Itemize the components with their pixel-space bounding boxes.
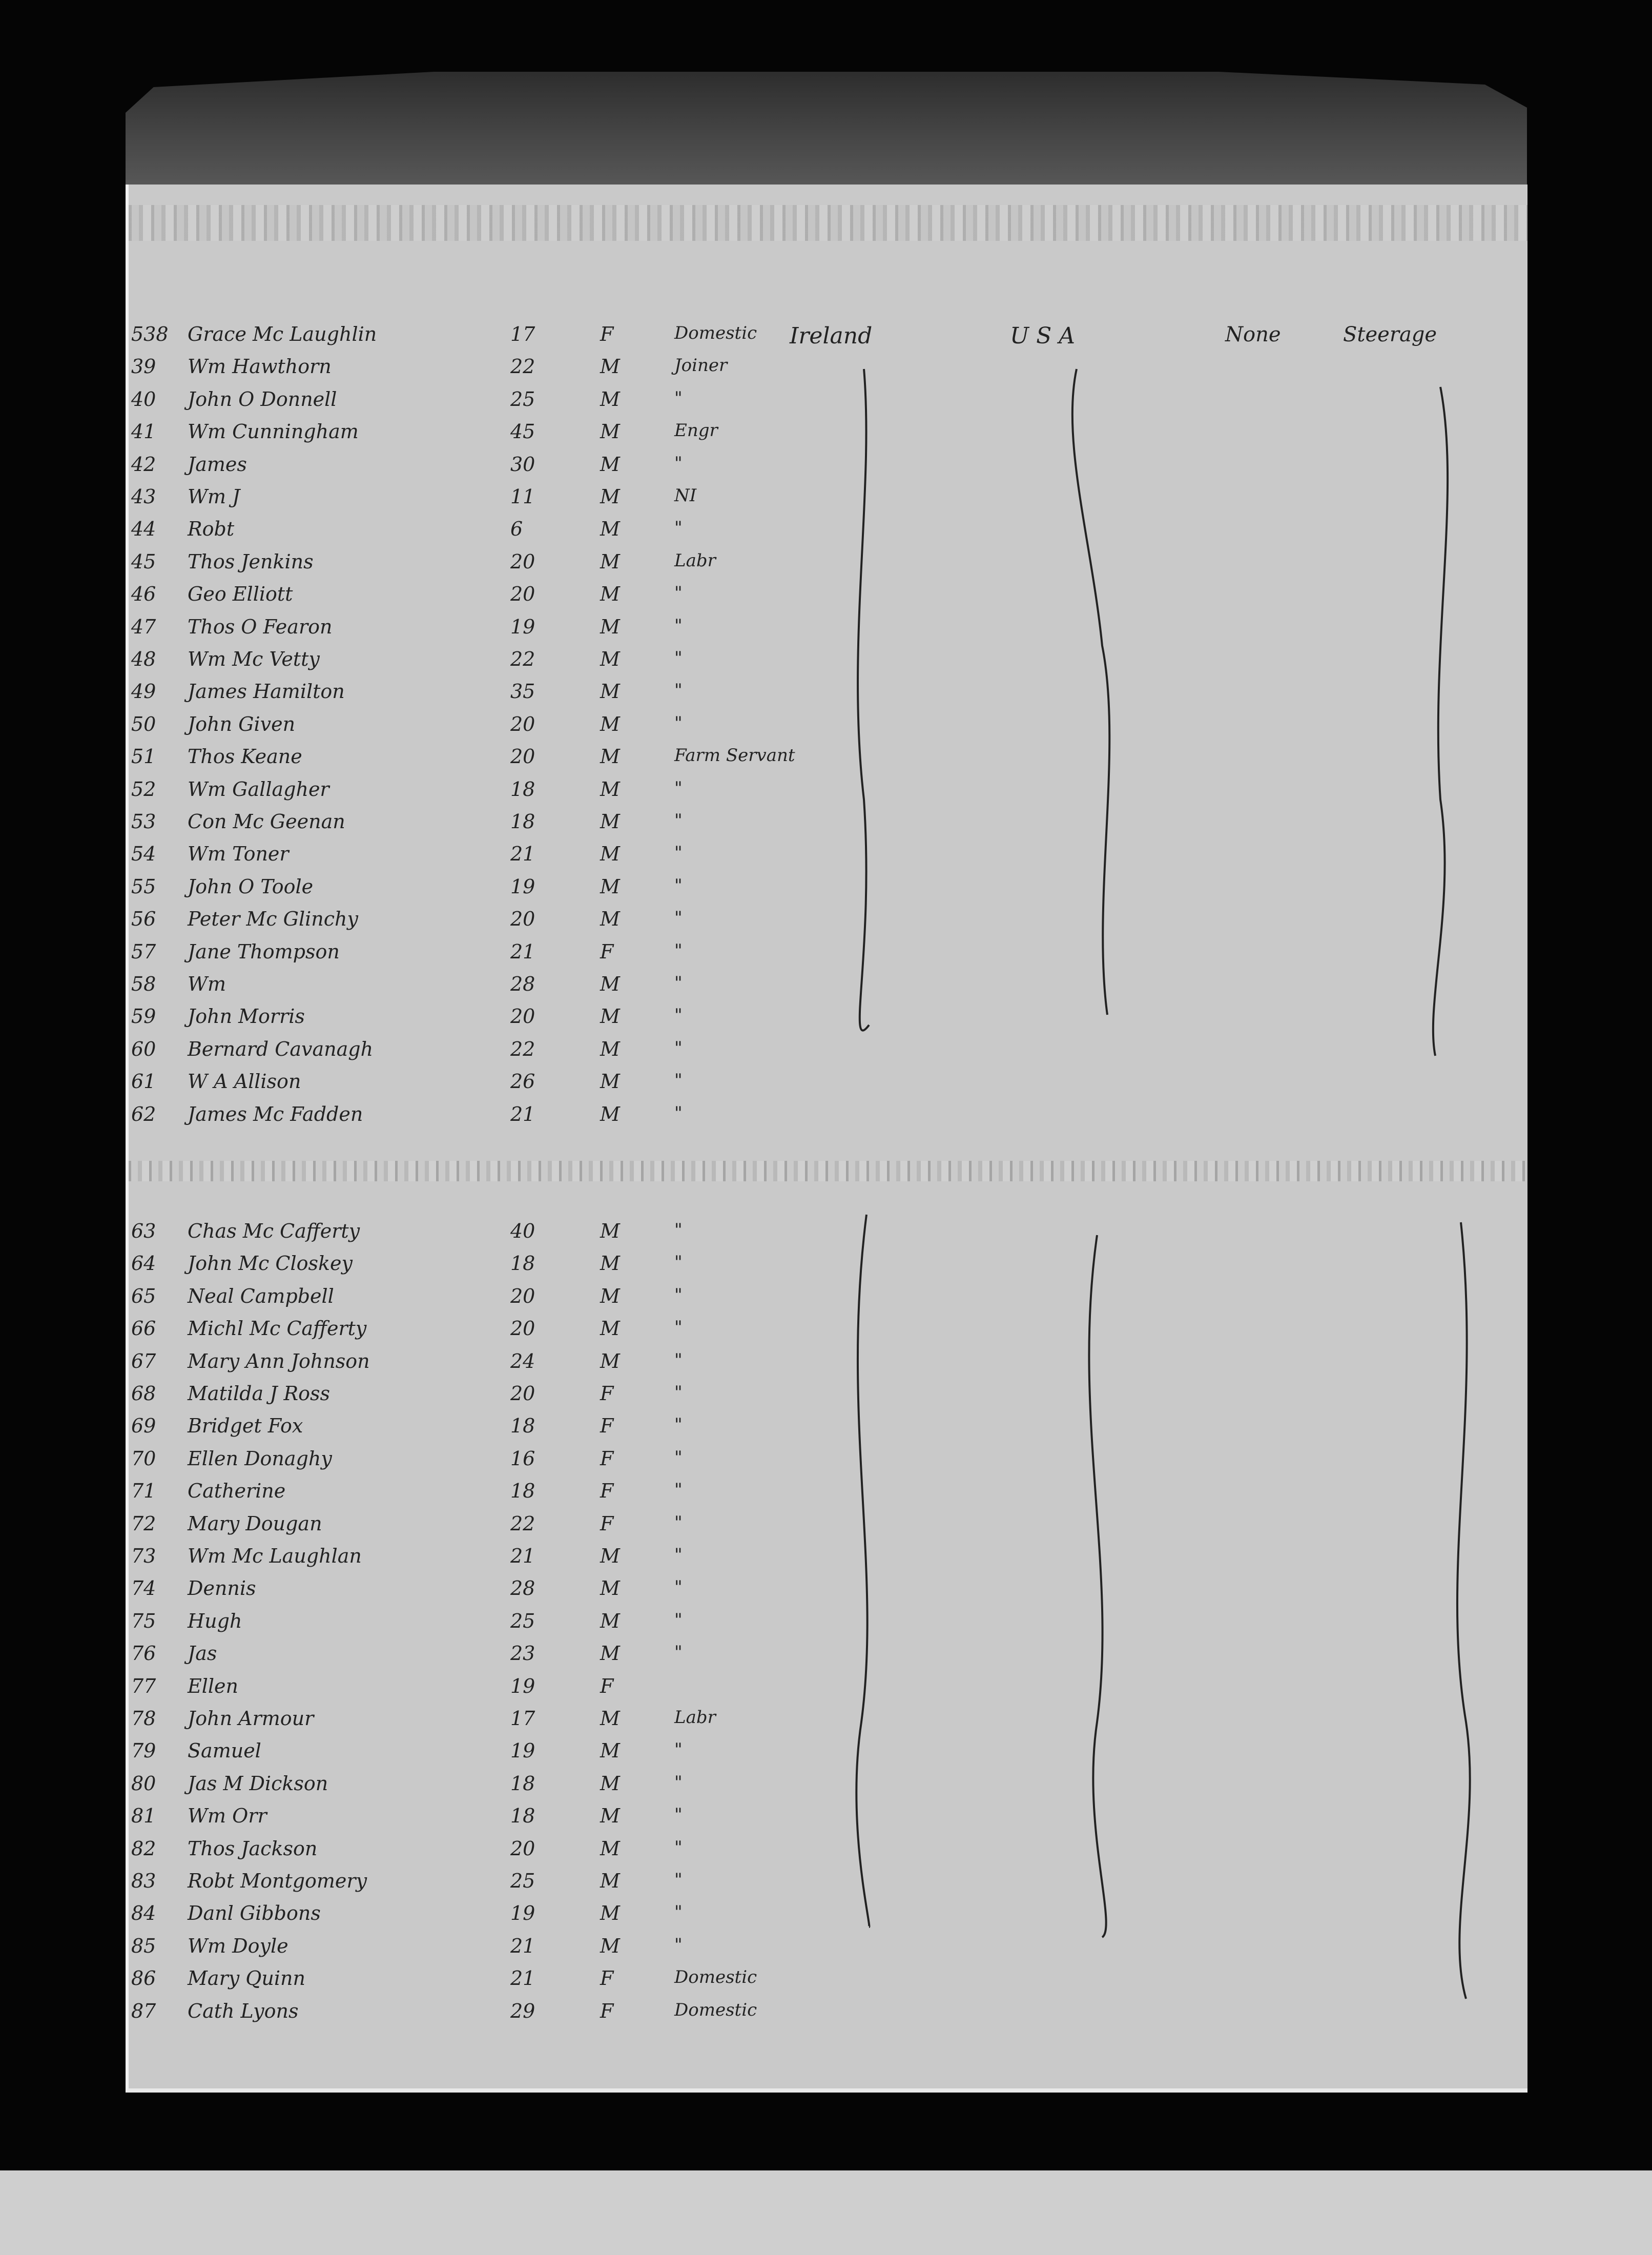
row-number: 55 xyxy=(131,875,156,898)
passenger-occupation: " xyxy=(674,1870,683,1890)
row-number: 62 xyxy=(131,1102,156,1125)
passenger-sex: F xyxy=(600,323,614,345)
passenger-sex: F xyxy=(600,1447,614,1470)
passenger-name: John Given xyxy=(188,712,296,735)
page-top-shadow xyxy=(126,72,1527,195)
passenger-occupation: " xyxy=(674,387,683,408)
passenger-sex: M xyxy=(600,1252,620,1275)
class-ditto-line xyxy=(1433,387,1448,1056)
passenger-name: Danl Gibbons xyxy=(188,1902,321,1925)
passenger-name: Wm Mc Laughlan xyxy=(188,1545,362,1567)
row-number: 61 xyxy=(131,1070,156,1093)
passenger-occupation: " xyxy=(674,1349,683,1370)
passenger-age: 16 xyxy=(510,1447,535,1470)
passenger-name: James Hamilton xyxy=(188,680,345,703)
passenger-occupation: " xyxy=(674,1220,683,1240)
passenger-age: 22 xyxy=(510,1512,535,1535)
passenger-name: Matilda J Ross xyxy=(188,1382,331,1405)
passenger-sex: M xyxy=(600,420,620,443)
row-number: 75 xyxy=(131,1609,156,1632)
previous-visit-cell: None xyxy=(1225,323,1281,346)
manifest-page xyxy=(126,184,1527,2093)
passenger-occupation: Labr xyxy=(674,550,716,571)
passenger-sex: M xyxy=(600,875,620,898)
country-ditto-line xyxy=(858,369,869,1031)
passenger-name: Wm xyxy=(188,973,226,995)
passenger-occupation: " xyxy=(674,1512,683,1533)
passenger-occupation: " xyxy=(674,1070,683,1091)
passenger-occupation: " xyxy=(674,615,683,636)
passenger-age: 22 xyxy=(510,355,535,378)
passenger-age: 18 xyxy=(510,1252,535,1275)
passenger-occupation: " xyxy=(674,875,683,896)
destination-ditto-line-lower xyxy=(1089,1235,1106,1937)
row-number: 73 xyxy=(131,1545,156,1567)
passenger-age: 21 xyxy=(510,843,535,866)
passenger-occupation: " xyxy=(674,1805,683,1826)
row-number: 65 xyxy=(131,1284,156,1307)
destination-ditto-line xyxy=(1072,369,1110,1015)
passenger-name: Robt xyxy=(188,518,235,541)
passenger-occupation: " xyxy=(674,453,683,474)
passenger-occupation: " xyxy=(674,1772,683,1793)
passenger-occupation: " xyxy=(674,712,683,733)
passenger-occupation: " xyxy=(674,680,683,701)
passenger-age: 28 xyxy=(510,1577,535,1600)
passenger-sex: M xyxy=(600,908,620,931)
row-number: 77 xyxy=(131,1674,156,1697)
row-number: 78 xyxy=(131,1707,156,1730)
row-number: 57 xyxy=(131,940,156,963)
passenger-age: 19 xyxy=(510,875,535,898)
passenger-name: Catherine xyxy=(188,1480,286,1503)
destination-cell: U S A xyxy=(1010,323,1075,349)
row-number: 53 xyxy=(131,810,156,833)
passenger-name: Michl Mc Cafferty xyxy=(188,1317,367,1340)
row-number: 40 xyxy=(131,387,156,411)
passenger-sex: M xyxy=(600,843,620,866)
passenger-sex: M xyxy=(600,1934,620,1957)
passenger-occupation: " xyxy=(674,777,683,798)
row-number: 46 xyxy=(131,583,156,606)
passenger-name: Hugh xyxy=(188,1609,242,1632)
passenger-name: Wm Cunningham xyxy=(188,420,359,443)
passenger-age: 19 xyxy=(510,1674,535,1697)
passenger-name: John Mc Closkey xyxy=(188,1252,353,1275)
passenger-sex: M xyxy=(600,1220,620,1242)
passenger-name: Mary Dougan xyxy=(188,1512,322,1535)
row-number: 69 xyxy=(131,1414,156,1438)
passenger-occupation: Domestic xyxy=(674,1999,757,2020)
passenger-name: Jane Thompson xyxy=(188,940,340,963)
row-number: 59 xyxy=(131,1005,156,1028)
passenger-name: Wm Gallagher xyxy=(188,777,329,801)
row-number: 83 xyxy=(131,1870,156,1892)
passenger-name: John O Donnell xyxy=(188,387,337,411)
passenger-sex: M xyxy=(600,1070,620,1093)
passenger-age: 20 xyxy=(510,1317,535,1340)
passenger-occupation: Farm Servant xyxy=(674,745,795,766)
passenger-age: 40 xyxy=(510,1220,535,1242)
passenger-name: Cath Lyons xyxy=(188,1999,299,2022)
passenger-age: 20 xyxy=(510,1005,535,1028)
passenger-name: W A Allison xyxy=(188,1070,301,1093)
passenger-age: 21 xyxy=(510,940,535,963)
passenger-occupation: " xyxy=(674,1545,683,1565)
passenger-age: 19 xyxy=(510,615,535,638)
passenger-age: 29 xyxy=(510,1999,535,2022)
passenger-occupation: " xyxy=(674,1102,683,1123)
passenger-occupation: " xyxy=(674,1577,683,1598)
passenger-sex: M xyxy=(600,1545,620,1567)
row-number: 43 xyxy=(131,485,156,508)
passenger-name: Ellen xyxy=(188,1674,239,1697)
passenger-sex: M xyxy=(600,387,620,411)
passenger-sex: M xyxy=(600,1772,620,1795)
passenger-age: 25 xyxy=(510,1870,535,1892)
row-number: 41 xyxy=(131,420,156,443)
passenger-sex: F xyxy=(600,1674,614,1697)
passenger-sex: F xyxy=(600,940,614,963)
passenger-name: Wm J xyxy=(188,485,240,508)
passenger-name: John O Toole xyxy=(188,875,314,898)
passenger-age: 17 xyxy=(510,323,535,345)
passenger-occupation: " xyxy=(674,1317,683,1338)
passenger-name: Wm Toner xyxy=(188,843,289,866)
passenger-age: 20 xyxy=(510,712,535,735)
passenger-occupation: " xyxy=(674,1037,683,1058)
row-number: 85 xyxy=(131,1934,156,1957)
passenger-occupation: " xyxy=(674,583,683,604)
passenger-name: James Mc Fadden xyxy=(188,1102,363,1125)
passenger-age: 6 xyxy=(510,518,523,541)
passenger-occupation: " xyxy=(674,1480,683,1501)
passenger-sex: M xyxy=(600,1005,620,1028)
passenger-sex: M xyxy=(600,1349,620,1372)
passenger-age: 25 xyxy=(510,1609,535,1632)
country-cell: Ireland xyxy=(790,323,873,349)
row-number: 50 xyxy=(131,712,156,735)
passenger-sex: M xyxy=(600,712,620,735)
passenger-sex: M xyxy=(600,1805,620,1828)
passenger-age: 20 xyxy=(510,908,535,931)
passenger-sex: M xyxy=(600,355,620,378)
passenger-age: 21 xyxy=(510,1545,535,1567)
passenger-occupation: Domestic xyxy=(674,323,757,343)
passenger-name: Neal Campbell xyxy=(188,1284,334,1307)
passenger-occupation: " xyxy=(674,1902,683,1923)
passenger-age: 19 xyxy=(510,1902,535,1925)
passenger-sex: M xyxy=(600,973,620,995)
passenger-age: 20 xyxy=(510,1382,535,1405)
passenger-sex: M xyxy=(600,1870,620,1892)
passenger-occupation: " xyxy=(674,1837,683,1858)
passenger-name: John Armour xyxy=(188,1707,314,1730)
passenger-name: Wm Doyle xyxy=(188,1934,288,1957)
country-ditto-line-lower xyxy=(856,1215,869,1927)
passenger-occupation: " xyxy=(674,1934,683,1955)
passenger-sex: M xyxy=(600,453,620,476)
row-number: 60 xyxy=(131,1037,156,1060)
passenger-sex: M xyxy=(600,485,620,508)
passenger-age: 20 xyxy=(510,1837,535,1860)
passenger-sex: M xyxy=(600,777,620,801)
passenger-sex: M xyxy=(600,810,620,833)
passenger-age: 18 xyxy=(510,777,535,801)
passenger-sex: M xyxy=(600,1739,620,1762)
passenger-name: Mary Quinn xyxy=(188,1967,306,1990)
row-number: 42 xyxy=(131,453,156,476)
passenger-sex: F xyxy=(600,1999,614,2022)
passenger-name: Samuel xyxy=(188,1739,261,1762)
passenger-name: James xyxy=(188,453,247,476)
passenger-occupation: " xyxy=(674,1609,683,1630)
passenger-age: 25 xyxy=(510,387,535,411)
passenger-sex: M xyxy=(600,1642,620,1665)
passenger-name: Grace Mc Laughlin xyxy=(188,323,377,345)
row-number: 70 xyxy=(131,1447,156,1470)
passenger-age: 17 xyxy=(510,1707,535,1730)
passenger-name: Chas Mc Cafferty xyxy=(188,1220,360,1242)
row-number: 67 xyxy=(131,1349,156,1372)
passenger-sex: M xyxy=(600,1037,620,1060)
passenger-name: Mary Ann Johnson xyxy=(188,1349,370,1372)
passenger-name: Bernard Cavanagh xyxy=(188,1037,374,1060)
passenger-name: Geo Elliott xyxy=(188,583,293,606)
passenger-age: 18 xyxy=(510,810,535,833)
row-number: 52 xyxy=(131,777,156,801)
row-number: 44 xyxy=(131,518,156,541)
passenger-name: Robt Montgomery xyxy=(188,1870,367,1892)
passenger-sex: M xyxy=(600,1102,620,1125)
row-number: 80 xyxy=(131,1772,156,1795)
passenger-sex: M xyxy=(600,1317,620,1340)
scan-bottom-strip xyxy=(0,2170,1652,2255)
passenger-age: 23 xyxy=(510,1642,535,1665)
passenger-occupation: " xyxy=(674,908,683,929)
passenger-sex: F xyxy=(600,1967,614,1990)
row-number: 63 xyxy=(131,1220,156,1242)
row-number: 538 xyxy=(131,323,169,345)
passenger-sex: M xyxy=(600,1902,620,1925)
row-number: 66 xyxy=(131,1317,156,1340)
passenger-occupation: Engr xyxy=(674,420,718,441)
passenger-name: Jas M Dickson xyxy=(188,1772,328,1795)
row-number: 47 xyxy=(131,615,156,638)
passenger-sex: M xyxy=(600,1707,620,1730)
passenger-sex: M xyxy=(600,1577,620,1600)
row-number: 54 xyxy=(131,843,156,866)
passenger-sex: M xyxy=(600,518,620,541)
passenger-sex: M xyxy=(600,745,620,768)
passenger-age: 26 xyxy=(510,1070,535,1093)
passenger-sex: M xyxy=(600,1609,620,1632)
passenger-name: Thos O Fearon xyxy=(188,615,333,638)
row-number: 71 xyxy=(131,1480,156,1503)
row-number: 79 xyxy=(131,1739,156,1762)
passenger-occupation: " xyxy=(674,1414,683,1436)
passenger-age: 20 xyxy=(510,550,535,573)
passenger-occupation: " xyxy=(674,940,683,961)
passenger-occupation: " xyxy=(674,1252,683,1273)
class-ditto-line-lower xyxy=(1457,1222,1470,1999)
passenger-sex: M xyxy=(600,615,620,638)
row-number: 81 xyxy=(131,1805,156,1828)
passenger-age: 20 xyxy=(510,583,535,606)
passenger-occupation: " xyxy=(674,1284,683,1305)
passenger-occupation: " xyxy=(674,648,683,668)
passenger-name: Peter Mc Glinchy xyxy=(188,908,358,931)
passenger-age: 35 xyxy=(510,680,535,703)
row-number: 74 xyxy=(131,1577,156,1600)
passenger-sex: M xyxy=(600,680,620,703)
passenger-sex: M xyxy=(600,1284,620,1307)
row-number: 39 xyxy=(131,355,156,378)
passenger-name: Wm Orr xyxy=(188,1805,267,1828)
passenger-name: Con Mc Geenan xyxy=(188,810,345,833)
row-number: 48 xyxy=(131,648,156,670)
row-number: 58 xyxy=(131,973,156,995)
passenger-name: Bridget Fox xyxy=(188,1414,303,1438)
passenger-occupation: " xyxy=(674,1382,683,1403)
ditto-wavy-lines xyxy=(129,184,1527,2088)
passenger-name: John Morris xyxy=(188,1005,305,1028)
passenger-occupation: " xyxy=(674,810,683,831)
row-number: 49 xyxy=(131,680,156,703)
passenger-occupation: " xyxy=(674,1447,683,1468)
passenger-age: 18 xyxy=(510,1805,535,1828)
passenger-name: Thos Jenkins xyxy=(188,550,314,573)
row-number: 64 xyxy=(131,1252,156,1275)
passenger-sex: M xyxy=(600,583,620,606)
passenger-age: 11 xyxy=(510,485,535,508)
passenger-name: Thos Jackson xyxy=(188,1837,318,1860)
passenger-name: Ellen Donaghy xyxy=(188,1447,332,1470)
passenger-occupation: " xyxy=(674,973,683,993)
row-number: 86 xyxy=(131,1967,156,1990)
passenger-occupation: Domestic xyxy=(674,1967,757,1988)
row-number: 45 xyxy=(131,550,156,573)
row-number: 51 xyxy=(131,745,156,768)
passenger-age: 22 xyxy=(510,648,535,670)
passenger-age: 18 xyxy=(510,1414,535,1438)
row-number: 72 xyxy=(131,1512,156,1535)
passenger-occupation: " xyxy=(674,1739,683,1760)
passenger-occupation: " xyxy=(674,518,683,539)
passenger-age: 45 xyxy=(510,420,535,443)
passenger-age: 19 xyxy=(510,1739,535,1762)
passenger-sex: F xyxy=(600,1480,614,1503)
passenger-age: 24 xyxy=(510,1349,535,1372)
passenger-sex: M xyxy=(600,1837,620,1860)
passenger-name: Wm Hawthorn xyxy=(188,355,332,378)
passenger-sex: F xyxy=(600,1414,614,1438)
passenger-age: 21 xyxy=(510,1967,535,1990)
row-number: 87 xyxy=(131,1999,156,2022)
passenger-age: 18 xyxy=(510,1480,535,1503)
row-number: 56 xyxy=(131,908,156,931)
passenger-occupation: " xyxy=(674,1642,683,1663)
row-number: 68 xyxy=(131,1382,156,1405)
passenger-occupation: Joiner xyxy=(674,355,728,376)
passenger-age: 21 xyxy=(510,1102,535,1125)
passenger-occupation: " xyxy=(674,843,683,864)
passenger-name: Thos Keane xyxy=(188,745,302,768)
passenger-name: Dennis xyxy=(188,1577,256,1600)
row-number: 84 xyxy=(131,1902,156,1925)
class-cell: Steerage xyxy=(1343,323,1437,346)
passenger-age: 20 xyxy=(510,745,535,768)
passenger-name: Jas xyxy=(188,1642,217,1665)
passenger-age: 18 xyxy=(510,1772,535,1795)
passenger-occupation: NI xyxy=(674,485,697,506)
passenger-age: 22 xyxy=(510,1037,535,1060)
passenger-age: 21 xyxy=(510,1934,535,1957)
passenger-sex: M xyxy=(600,648,620,670)
passenger-age: 30 xyxy=(510,453,535,476)
row-number: 82 xyxy=(131,1837,156,1860)
row-number: 76 xyxy=(131,1642,156,1665)
passenger-occupation: Labr xyxy=(674,1707,716,1728)
passenger-sex: F xyxy=(600,1382,614,1405)
passenger-name: Wm Mc Vetty xyxy=(188,648,320,670)
passenger-age: 20 xyxy=(510,1284,535,1307)
passenger-occupation: " xyxy=(674,1005,683,1026)
passenger-age: 28 xyxy=(510,973,535,995)
passenger-sex: M xyxy=(600,550,620,573)
passenger-sex: F xyxy=(600,1512,614,1535)
